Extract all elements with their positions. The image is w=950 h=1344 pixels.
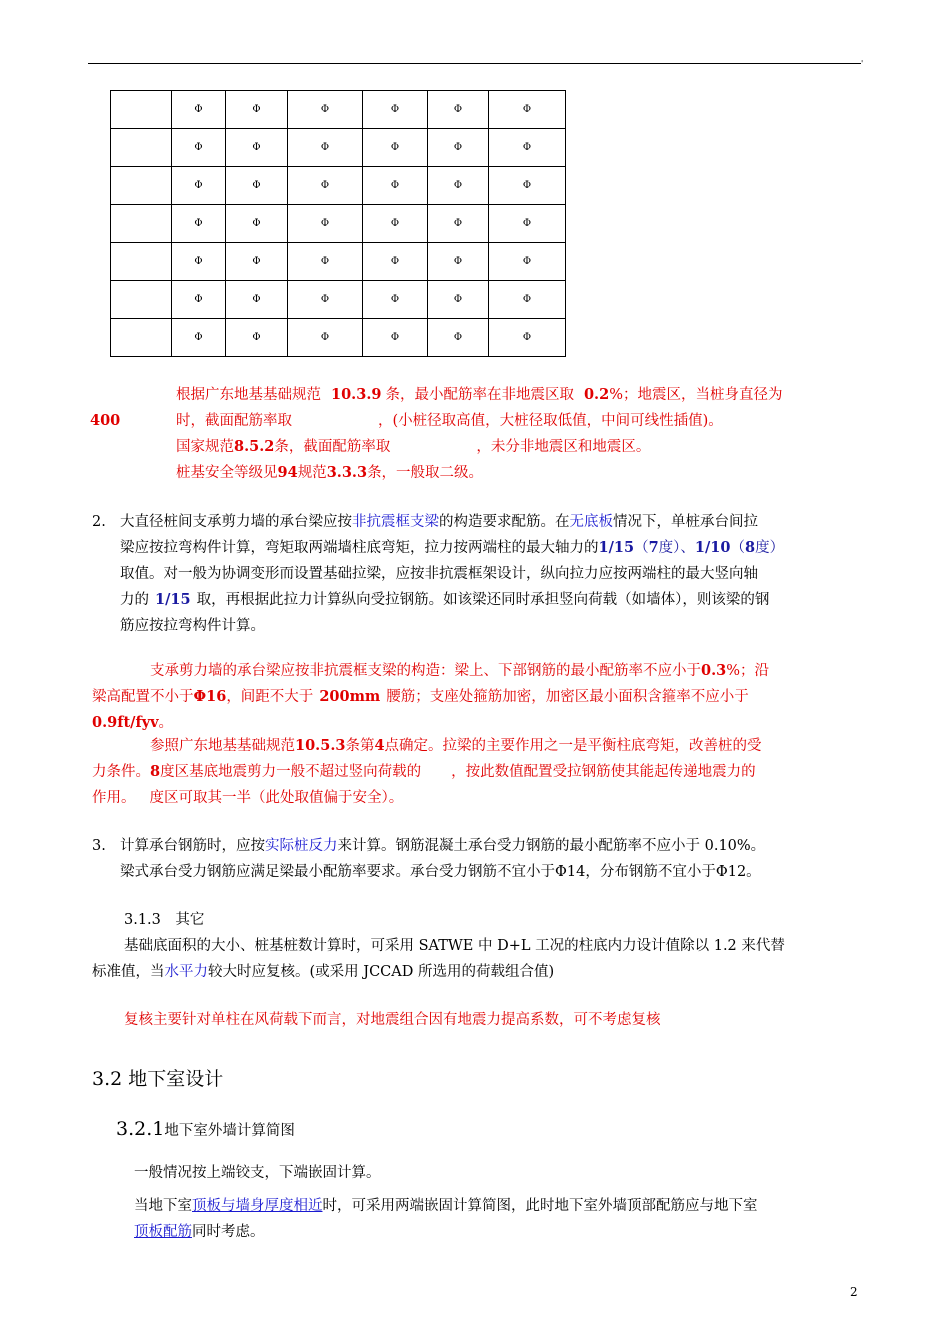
- item-2-line-5: 筋应按拉弯构件计算。: [120, 618, 265, 634]
- link-roof-wall-thickness[interactable]: 顶板与墙身厚度相近: [192, 1198, 323, 1214]
- table-cell: Φ: [363, 281, 428, 319]
- item-3-number: 3.: [92, 838, 106, 854]
- section-3-2-1-line-1: 一般情况按上端铰支，下端嵌固计算。: [134, 1165, 381, 1181]
- table-cell: Φ: [489, 129, 566, 167]
- section-3-2-1-line-3: 顶板配筋同时考虑。: [134, 1224, 265, 1240]
- table-cell: Φ: [363, 91, 428, 129]
- red-beam-line-1: 支承剪力墙的承台梁应按非抗震框支梁的构造：梁上、下部钢筋的最小配筋率不应小于0.3%；沿: [150, 662, 770, 679]
- table-cell: Φ: [172, 319, 226, 357]
- section-3-2-1-line-2: 当地下室顶板与墙身厚度相近时，可采用两端嵌固计算简图，此时地下室外墙顶部配筋应与地下室: [134, 1198, 758, 1214]
- table-cell: [111, 91, 172, 129]
- section-3-2-title: 3.2 地下室设计: [92, 1068, 224, 1090]
- table-cell: [111, 167, 172, 205]
- table-cell: Φ: [428, 129, 489, 167]
- section-3-2-1-heading: 3.2.1地下室外墙计算简图: [116, 1118, 295, 1140]
- red-beam-line-5: 力条件。8度区基底地震剪力一般不超过竖向荷载的 ，按此数值配置受拉钢筋使其能起传递地震力的: [92, 763, 756, 780]
- item-2-line-3: 取值。对一般为协调变形而设置基础拉梁，应按非抗震框架设计，纵向拉力应按两端柱的最大竖向轴: [120, 566, 758, 582]
- red-beam-line-3: 0.9ft/fyv。: [92, 714, 174, 731]
- table-row: [111, 91, 566, 129]
- table-cell: Φ: [172, 129, 226, 167]
- red-beam-line-4: 参照广东地基基础规范10.5.3条第4点确定。拉梁的主要作用之一是平衡柱底弯矩，改善桩的受: [150, 737, 762, 754]
- item-3-line-1: 计算承台钢筋时，应按实际桩反力来计算。钢筋混凝土承台受力钢筋的最小配筋率不应小于 0.10%。: [120, 838, 766, 854]
- table-cell: Φ: [288, 205, 363, 243]
- table-row: [111, 129, 566, 167]
- section-3-1-3-line-1: 基础底面积的大小、桩基桩数计算时，可采用 SATWE 中 D+L 工况的柱底内力设计值除以 1.2 来代替: [124, 938, 785, 954]
- table-cell: Φ: [428, 167, 489, 205]
- table-row: [111, 167, 566, 205]
- table-cell: [111, 243, 172, 281]
- table-cell: Φ: [428, 205, 489, 243]
- table-cell: [111, 281, 172, 319]
- table-cell: Φ: [226, 319, 288, 357]
- table-cell: Φ: [363, 205, 428, 243]
- table-cell: Φ: [363, 129, 428, 167]
- red-beam-line-6: 作用。 度区可取其一半（此处取值偏于安全）。: [92, 790, 404, 806]
- red-note-line-4: 桩基安全等级见94规范3.3.3条，一般取二级。: [176, 464, 484, 481]
- table-cell: Φ: [172, 281, 226, 319]
- table-row: [111, 281, 566, 319]
- table-cell: [111, 205, 172, 243]
- table-cell: Φ: [363, 167, 428, 205]
- table-cell: Φ: [428, 281, 489, 319]
- red-note-400: 400: [90, 412, 121, 429]
- table-cell: Φ: [172, 167, 226, 205]
- table-cell: Φ: [489, 281, 566, 319]
- link-no-slab[interactable]: 无底板: [569, 514, 613, 530]
- reinforcement-table: [110, 90, 566, 357]
- table-cell: Φ: [288, 281, 363, 319]
- table-cell: Φ: [489, 91, 566, 129]
- table-cell: Φ: [226, 243, 288, 281]
- table-cell: Φ: [172, 243, 226, 281]
- item-2-line-1: 大直径桩间支承剪力墙的承台梁应按非抗震框支梁的构造要求配筋。在无底板情况下，单桩承台间拉: [120, 514, 758, 530]
- table-cell: Φ: [363, 243, 428, 281]
- red-note-line-1: 根据广东地基基础规范 10.3.9 条，最小配筋率在非地震区取 0.2%；地震区，当桩身直径为: [176, 386, 783, 403]
- table-cell: Φ: [288, 319, 363, 357]
- red-note-line-2: 时，截面配筋率取 ，(小桩径取高值，大桩径取低值，中间可线性插值)。: [176, 413, 723, 429]
- table-cell: Φ: [288, 91, 363, 129]
- table-row: [111, 205, 566, 243]
- table-cell: Φ: [428, 91, 489, 129]
- table-cell: Φ: [428, 319, 489, 357]
- section-3-1-3-heading: 3.1.3 其它: [124, 912, 205, 928]
- table-cell: [111, 129, 172, 167]
- table-row: [111, 319, 566, 357]
- item-3-line-2: 梁式承台受力钢筋应满足梁最小配筋率要求。承台受力钢筋不宜小于Φ14，分布钢筋不宜小于Φ12。: [120, 864, 761, 880]
- header-mark: ': [861, 59, 864, 68]
- table-cell: Φ: [226, 167, 288, 205]
- table-cell: Φ: [489, 243, 566, 281]
- table-cell: Φ: [172, 205, 226, 243]
- table-cell: Φ: [489, 205, 566, 243]
- table-cell: Φ: [288, 243, 363, 281]
- section-3-1-3-line-2: 标准值，当水平力较大时应复核。(或采用 JCCAD 所选用的荷载组合值): [92, 964, 555, 980]
- table-cell: Φ: [226, 91, 288, 129]
- link-non-seismic-beam[interactable]: 非抗震框支梁: [352, 514, 439, 530]
- table-cell: Φ: [489, 319, 566, 357]
- item-2-line-4: 力的 1/15 取，再根据此拉力计算纵向受拉钢筋。如该梁还同时承担竖向荷载（如墙体），则该梁的钢: [120, 591, 770, 608]
- page-number: 2: [850, 1285, 858, 1299]
- table-cell: [111, 319, 172, 357]
- table-cell: Φ: [226, 205, 288, 243]
- item-2-line-2: 梁应按拉弯构件计算，弯矩取两端墙柱底弯矩，拉力按两端柱的最大轴力的1/15（7度）、1/10（8度）: [120, 539, 785, 556]
- link-horizontal-force[interactable]: 水平力: [164, 964, 208, 980]
- table-cell: Φ: [288, 167, 363, 205]
- table-cell: Φ: [226, 281, 288, 319]
- red-note-line-3: 国家规范8.5.2条，截面配筋率取 ，未分非地震区和地震区。: [176, 438, 651, 455]
- table-cell: Φ: [489, 167, 566, 205]
- table-row: [111, 243, 566, 281]
- item-2-number: 2.: [92, 514, 106, 530]
- link-actual-pile-reaction[interactable]: 实际桩反力: [265, 838, 338, 854]
- table-cell: Φ: [226, 129, 288, 167]
- section-3-1-3-red-note: 复核主要针对单柱在风荷载下而言，对地震组合因有地震力提高系数，可不考虑复核: [124, 1012, 661, 1028]
- header-rule: [88, 63, 861, 64]
- table-cell: Φ: [363, 319, 428, 357]
- table-cell: Φ: [428, 243, 489, 281]
- link-roof-reinforcement[interactable]: 顶板配筋: [134, 1224, 192, 1240]
- red-beam-line-2: 梁高配置不小于Φ16，间距不大于 200mm 腰筋；支座处箍筋加密，加密区最小面积含箍率不应小于: [92, 688, 749, 705]
- table-cell: Φ: [288, 129, 363, 167]
- table-cell: Φ: [172, 91, 226, 129]
